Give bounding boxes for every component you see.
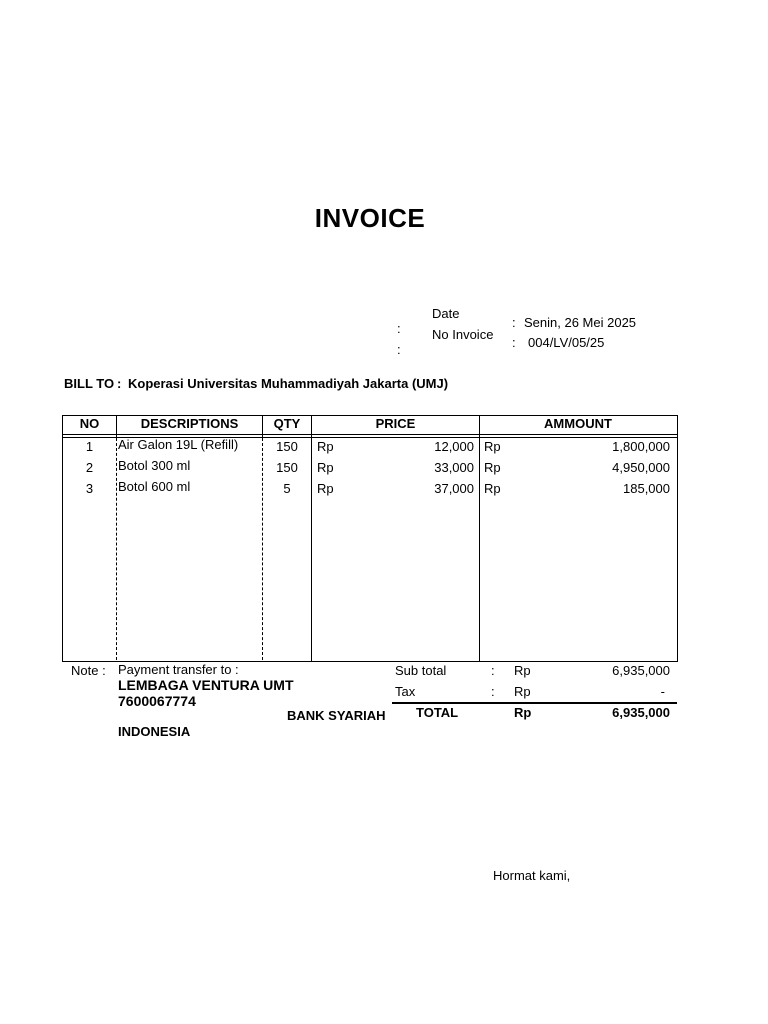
row2-no: 2 bbox=[85, 460, 94, 475]
note-label: Note : bbox=[71, 663, 106, 678]
bill-to-label: BILL TO bbox=[64, 376, 115, 391]
row3-no: 3 bbox=[85, 481, 94, 496]
bill-to-colon: : bbox=[117, 376, 122, 391]
tax-currency: Rp bbox=[514, 684, 531, 699]
date-colon: : bbox=[512, 315, 516, 330]
payment-transfer-label: Payment transfer to : bbox=[118, 662, 239, 677]
row1-amount-currency: Rp bbox=[484, 439, 501, 454]
row3-amount: 185,000 bbox=[623, 481, 670, 496]
row1-qty: 150 bbox=[276, 439, 298, 454]
row1-price-currency: Rp bbox=[317, 439, 334, 454]
subtotal-colon: : bbox=[491, 663, 495, 678]
total-separator bbox=[392, 702, 677, 704]
invoice-number-label: No Invoice bbox=[432, 327, 494, 342]
tax-colon: : bbox=[491, 684, 495, 699]
row3-description: Botol 600 ml bbox=[118, 479, 191, 494]
closing-text: Hormat kami, bbox=[493, 868, 571, 883]
invoice-number-value: 004/LV/05/25 bbox=[528, 335, 605, 350]
row2-amount-currency: Rp bbox=[484, 460, 501, 475]
header-amount: AMMOUNT bbox=[544, 416, 612, 431]
row2-price: 33,000 bbox=[434, 460, 474, 475]
total-label: TOTAL bbox=[416, 705, 459, 720]
row2-amount: 4,950,000 bbox=[612, 460, 670, 475]
tax-label: Tax bbox=[395, 684, 416, 699]
row3-amount-currency: Rp bbox=[484, 481, 501, 496]
header-no: NO bbox=[79, 416, 100, 431]
header-price: PRICE bbox=[375, 416, 416, 431]
bill-to-name: Koperasi Universitas Muhammadiyah Jakarta (UMJ) bbox=[128, 376, 449, 391]
row2-description: Botol 300 ml bbox=[118, 458, 191, 473]
row1-price: 12,000 bbox=[434, 439, 474, 454]
meta-colon-1: : bbox=[397, 321, 401, 336]
row2-price-currency: Rp bbox=[317, 460, 334, 475]
subtotal-currency: Rp bbox=[514, 663, 531, 678]
bank-country: INDONESIA bbox=[118, 724, 191, 739]
col-divider-4 bbox=[479, 415, 480, 661]
row1-amount: 1,800,000 bbox=[612, 439, 670, 454]
tax-value: - bbox=[660, 684, 665, 699]
row1-no: 1 bbox=[85, 439, 94, 454]
subtotal-value: 6,935,000 bbox=[612, 663, 670, 678]
header-descriptions: DESCRIPTIONS bbox=[140, 416, 239, 431]
bank-account-number: 7600067774 bbox=[118, 693, 196, 709]
row3-qty: 5 bbox=[283, 481, 291, 496]
bank-name: BANK SYARIAH bbox=[287, 708, 386, 723]
row2-qty: 150 bbox=[276, 460, 298, 475]
bank-account-name: LEMBAGA VENTURA UMT bbox=[118, 677, 294, 693]
row3-price-currency: Rp bbox=[317, 481, 334, 496]
row3-price: 37,000 bbox=[434, 481, 474, 496]
meta-colon-2: : bbox=[397, 342, 401, 357]
total-value: 6,935,000 bbox=[612, 705, 670, 720]
total-currency: Rp bbox=[514, 705, 532, 720]
date-label: Date bbox=[432, 306, 460, 321]
date-value: Senin, 26 Mei 2025 bbox=[524, 315, 637, 330]
invoice-title: INVOICE bbox=[314, 203, 426, 233]
invoice-colon: : bbox=[512, 335, 516, 350]
col-dash-1 bbox=[116, 438, 117, 660]
row1-description: Air Galon 19L (Refill) bbox=[118, 437, 239, 452]
col-divider-3 bbox=[311, 415, 312, 661]
header-underline-1 bbox=[62, 434, 677, 435]
subtotal-label: Sub total bbox=[395, 663, 447, 678]
header-qty: QTY bbox=[273, 416, 301, 431]
